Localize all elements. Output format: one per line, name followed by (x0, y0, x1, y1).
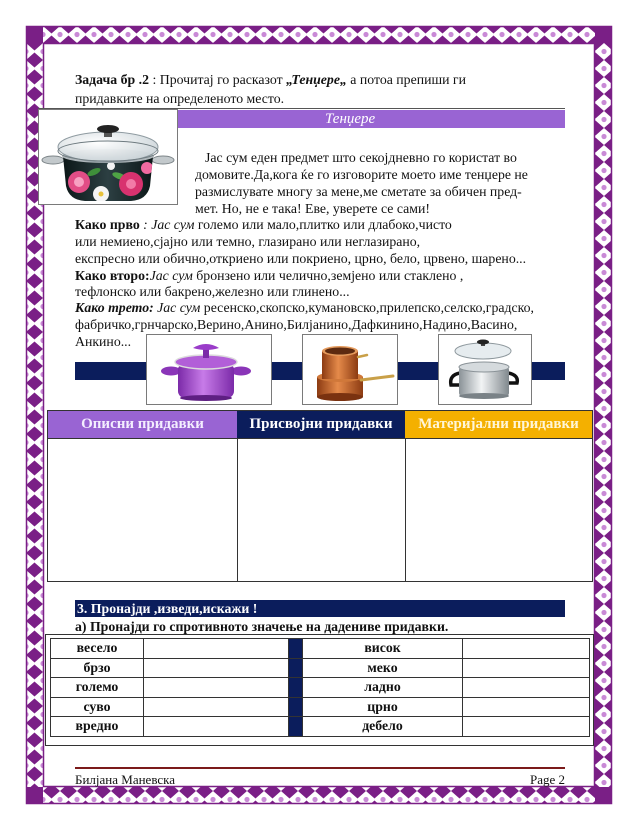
descriptive-answer-cell (48, 438, 237, 581)
third-text: ресенско,скопско,кумановско,прилепско,селско,градско, (200, 300, 534, 315)
pot-base-shadow (180, 395, 232, 401)
divider-cell (289, 717, 303, 737)
upper-pot-inside (325, 348, 355, 355)
story-intro-line: размислувате многу за мене,ме сметате за обичен пред- (195, 184, 522, 199)
purple-pot-image (146, 334, 272, 405)
lid-knob-stem (203, 349, 209, 358)
steel-pot-drawing (439, 335, 531, 404)
opposites-table (50, 638, 590, 737)
purple-pot-drawing (147, 335, 271, 404)
footer-author: Билјана Маневска (75, 772, 176, 787)
pot-handle (42, 156, 64, 164)
answer-cell (463, 717, 590, 737)
story-intro-line: мет. Но, не е така! Еве, уверете се сами! (195, 201, 430, 216)
divider-cell (289, 678, 303, 698)
first-lead: : Јас сум (139, 217, 195, 232)
border-corner (26, 787, 43, 804)
given-adjective: ладно (303, 678, 463, 698)
header-material-adjectives: Материјални придавки (405, 411, 592, 438)
border-corner (595, 26, 612, 43)
given-adjective: весело (51, 639, 144, 659)
copper-pot-drawing (303, 335, 397, 404)
answer-cell (144, 698, 289, 718)
footer-line (75, 767, 565, 769)
lid-knob (97, 125, 119, 133)
material-answer-cell (405, 438, 592, 581)
copper-double-boiler-image (302, 334, 398, 405)
answer-cell (144, 639, 289, 659)
pot-rim (459, 362, 509, 372)
first-text: големо или мало,плитко или длабоко,чисто (194, 217, 452, 232)
given-adjective: големо (51, 678, 144, 698)
steel-steamer-pot-image (438, 334, 532, 405)
first-label: Како прво (75, 217, 140, 232)
task-text: а потоа препиши ги (346, 72, 466, 87)
answer-cell (463, 698, 590, 718)
divider-cell (289, 659, 303, 679)
header-possessive-adjectives: Присвојни придавки (237, 411, 405, 438)
answer-cell (463, 639, 590, 659)
second-lead: Јас сум (149, 268, 193, 283)
pot-handle (508, 373, 517, 383)
answer-cell (463, 678, 590, 698)
story-third-line: фабричко,грнчарско,Верино,Анино,Билјанино,Дафкинино,Надино,Васино, (75, 317, 518, 332)
header-descriptive-adjectives: Описни придавки (48, 411, 237, 438)
given-adjective: дебело (303, 717, 463, 737)
story-name: „Тенџере„ (286, 72, 347, 87)
given-adjective: суво (51, 698, 144, 718)
floral-pot-drawing (39, 110, 177, 204)
divider-cell (289, 698, 303, 718)
lid-knob (193, 344, 219, 350)
page-number: Page 2 (529, 772, 565, 787)
story-first-line: или немиено,сјајно или темно, глазирано или неглазирано, (75, 234, 421, 249)
story-second-line: тефлонско или бакрено,железно или глинено... (75, 284, 350, 299)
third-label: Како трето: (75, 300, 154, 315)
pot-handle (361, 376, 393, 380)
possessive-answer-cell (237, 438, 405, 581)
exercise-heading-bar: 3. Пронајди ,изведи,искажи ! (75, 600, 565, 617)
border-corner (595, 787, 612, 804)
given-adjective: црно (303, 698, 463, 718)
story-intro-line: домовите.Да,кога ќе го изговорите моето име тенџере не (195, 167, 528, 182)
answer-cell (144, 717, 289, 737)
answer-cell (144, 678, 289, 698)
given-adjective: меко (303, 659, 463, 679)
second-label: Како второ: (75, 268, 150, 283)
story-first-line: експресно или обично,откриено или покриено, црно, бело, црвено, шарено... (75, 251, 527, 266)
pot-base (459, 393, 509, 399)
answer-cell (144, 659, 289, 679)
lower-pot-base (317, 393, 363, 401)
adjective-sorting-table (47, 410, 593, 582)
divider-cell (289, 639, 303, 659)
answer-cell (463, 659, 590, 679)
exercise-instruction: а) Пронајди го спротивното значење на дадениве придавки. (75, 619, 449, 634)
lid-knob (477, 340, 489, 345)
pot-handle (451, 373, 460, 385)
pot-handle (358, 355, 367, 357)
story-third-line (75, 299, 534, 317)
border-corner (26, 26, 43, 43)
task-text: : Прочитај го расказот (149, 72, 287, 87)
task-instruction (75, 71, 466, 89)
pot-handle (152, 156, 174, 164)
story-title-bar: Тенџере (178, 110, 565, 128)
given-adjective: брзо (51, 659, 144, 679)
second-text: бронзено или челично,земјено или стаклено , (192, 268, 464, 283)
floral-pot-image (38, 109, 178, 205)
given-adjective: вредно (51, 717, 144, 737)
story-third-line: Анкино... (75, 334, 132, 349)
story-intro-line: Јас сум еден предмет што секојдневно го користат во (205, 150, 517, 165)
third-lead: Јас сум (153, 300, 201, 315)
given-adjective: висок (303, 639, 463, 659)
story-first-line (75, 216, 452, 234)
task-label: Задача бр .2 (75, 72, 150, 87)
task-instruction-line2: придавките на определеното место. (75, 91, 285, 106)
